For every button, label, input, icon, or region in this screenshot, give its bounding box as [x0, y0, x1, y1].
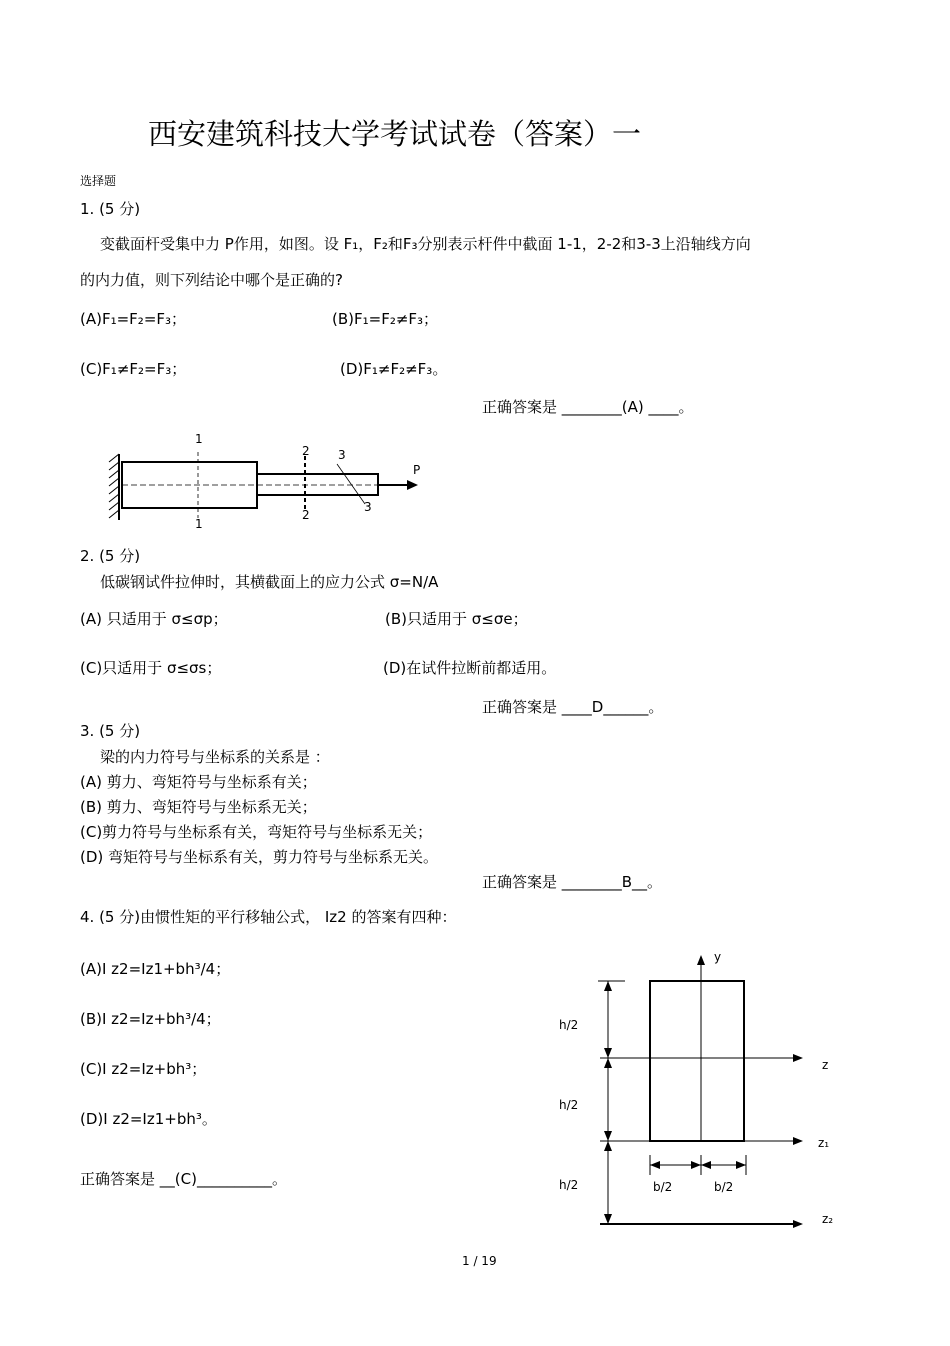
- q3-header: 3. (5 分): [80, 722, 141, 740]
- q2-answer: 正确答案是 ____D______。: [482, 698, 664, 716]
- q1-section2-bottom-label: 2: [302, 508, 310, 522]
- document-title: 西安建筑科技大学考试试卷（答案）一: [148, 117, 642, 151]
- q3-answer: 正确答案是 ________B__。: [482, 873, 663, 891]
- section-label: 选择题: [80, 174, 117, 188]
- q4-option-a: (A)I z2=Iz1+bh³/4；: [80, 960, 231, 978]
- q3-option-b: (B) 剪力、弯矩符号与坐标系无关；: [80, 798, 317, 816]
- q1-stem-line1: 变截面杆受集中力 P作用，如图。设 F₁，F₂和F₃分别表示杆件中截面 1-1，2-2和3-3上沿轴线方向: [100, 235, 751, 253]
- q2-option-c: (C)只适用于 σ≤σs；: [80, 659, 222, 677]
- q4-h-half-label-1: h/2: [559, 1018, 579, 1032]
- q1-answer: 正确答案是 ________(A) ____。: [482, 398, 694, 416]
- q4-b-half-label-1: b/2: [653, 1180, 673, 1194]
- q1-section1-top-label: 1: [195, 432, 203, 446]
- q1-option-c: (C)F₁≠F₂=F₃；: [80, 360, 187, 378]
- q4-z1-axis-label: z₁: [818, 1136, 830, 1150]
- q4-option-c: (C)I z2=Iz+bh³；: [80, 1060, 207, 1078]
- q2-header: 2. (5 分): [80, 547, 141, 565]
- q3-option-d: (D) 弯矩符号与坐标系有关，剪力符号与坐标系无关。: [80, 848, 439, 866]
- q4-option-b: (B)I z2=Iz+bh³/4；: [80, 1010, 221, 1028]
- q1-option-b: (B)F₁=F₂≠F₃；: [332, 310, 439, 328]
- q4-section-figure: [580, 945, 840, 1235]
- q1-option-d: (D)F₁≠F₂≠F₃。: [340, 360, 448, 378]
- q3-stem: 梁的内力符号与坐标系的关系是 ：: [100, 748, 330, 766]
- q4-header: 4. (5 分)由惯性矩的平行移轴公式， Iz2 的答案有四种：: [80, 908, 457, 926]
- q4-z2-axis-label: z₂: [822, 1212, 834, 1226]
- q4-answer: 正确答案是 __(C)__________。: [80, 1170, 287, 1188]
- q3-option-c: (C)剪力符号与坐标系有关，弯矩符号与坐标系无关；: [80, 823, 433, 841]
- q1-section1-bottom-label: 1: [195, 517, 203, 531]
- q2-option-b: (B)只适用于 σ≤σe；: [385, 610, 528, 628]
- q4-option-d: (D)I z2=Iz1+bh³。: [80, 1110, 217, 1128]
- q1-section2-top-label: 2: [302, 444, 310, 458]
- q4-h-half-label-2: h/2: [559, 1098, 579, 1112]
- q2-stem: 低碳钢试件拉伸时，其横截面上的应力公式 σ=N/A: [100, 573, 439, 591]
- q1-section3-top-label: 3: [338, 448, 346, 462]
- q4-y-axis-label: y: [714, 950, 722, 964]
- q1-load-label: P: [413, 463, 421, 477]
- q3-option-a: (A) 剪力、弯矩符号与坐标系有关；: [80, 773, 317, 791]
- q1-section3-bottom-label: 3: [364, 500, 372, 514]
- q4-b-half-label-2: b/2: [714, 1180, 734, 1194]
- q1-option-a: (A)F₁=F₂=F₃；: [80, 310, 187, 328]
- q2-option-d: (D)在试件拉断前都适用。: [383, 659, 557, 677]
- q1-stem-line2: 的内力值，则下列结论中哪个是正确的?: [80, 271, 343, 289]
- q2-option-a: (A) 只适用于 σ≤σp；: [80, 610, 228, 628]
- page-number: 1 / 19: [462, 1254, 497, 1268]
- q1-header: 1. (5 分): [80, 200, 141, 218]
- q1-bar-figure: [105, 432, 435, 532]
- q4-h-half-label-3: h/2: [559, 1178, 579, 1192]
- q4-z-axis-label: z: [822, 1058, 829, 1072]
